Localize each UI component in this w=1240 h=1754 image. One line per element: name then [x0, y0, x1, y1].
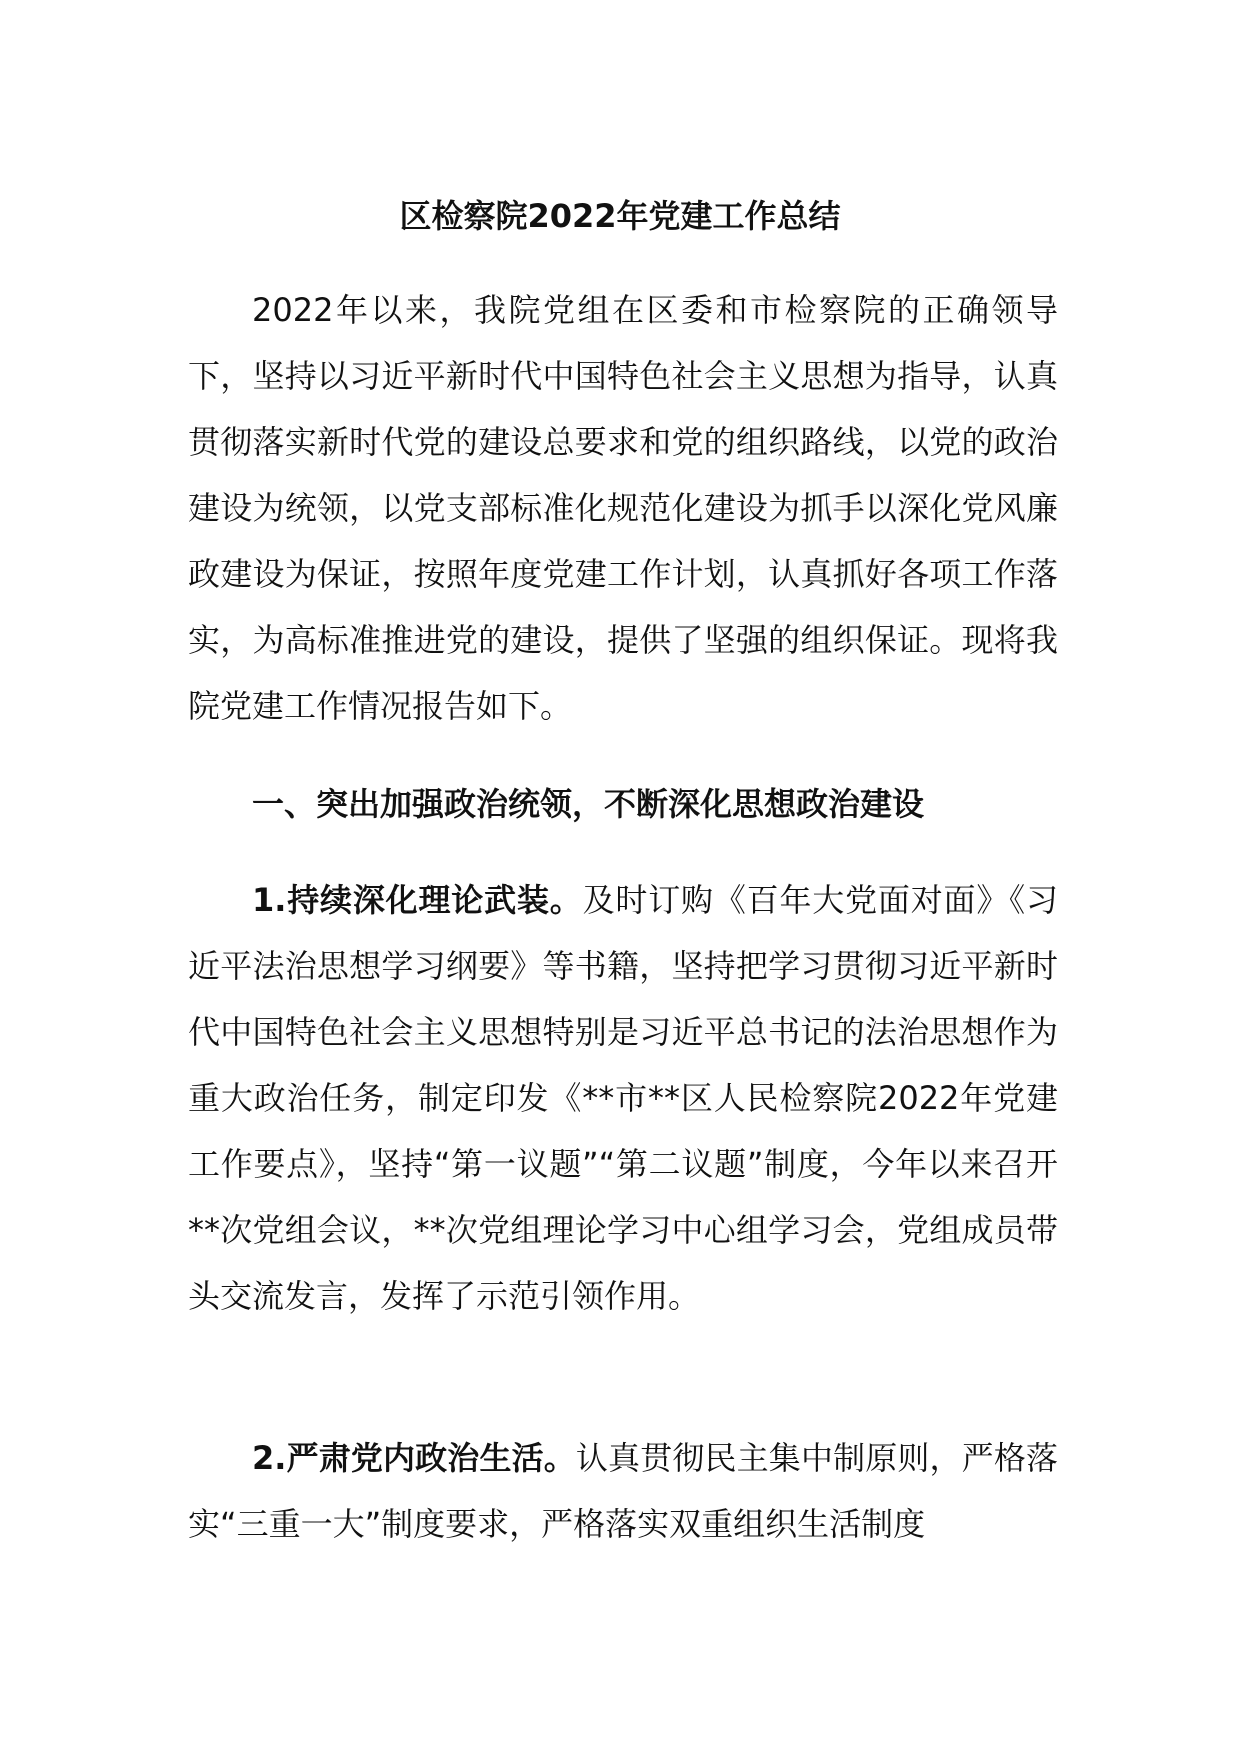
item-lead-1: 1.持续深化理论武装。 [252, 881, 583, 919]
item-lead-2: 2.严肃党内政治生活。 [252, 1439, 576, 1477]
item-paragraph-1 [188, 867, 1058, 1329]
item-paragraph-2 [188, 1425, 1058, 1557]
item-text-2: 认真贯彻民主集中制原则，严格落实“三重一大”制度要求，严格落实双重组织生活制度 [188, 1439, 1058, 1543]
intro-paragraph: 2022年以来，我院党组在区委和市检察院的正确领导下，坚持以习近平新时代中国特色社会主义思想为指导，认真贯彻落实新时代党的建设总要求和党的组织路线，以党的政治建设为统领，以党支部标准化规范化建设为抓手以深化党风廉政建设为保证，按照年度党建工作计划，认真抓好各项工作落实，为高标准推进党的建设，提供了坚强的组织保证。现将我院党建工作情况报告如下。 [188, 291, 1058, 725]
section-heading: 一、突出加强政治统领，不断深化思想政治建设 [252, 785, 925, 823]
document-title: 区检察院2022年党建工作总结 [399, 197, 841, 235]
item-text-1: 及时订购《百年大党面对面》《习近平法治思想学习纲要》等书籍，坚持把学习贯彻习近平新时代中国特色社会主义思想特别是习近平总书记的法治思想作为重大政治任务，制定印发《**市**区人民检察院2022年党建工作要点》，坚持“第一议题”“第二议题”制度，今年以来召开**次党组会议，**次党组理论学习中心组学习会，党组成员带头交流发言，发挥了示范引领作用。 [188, 881, 1058, 1315]
